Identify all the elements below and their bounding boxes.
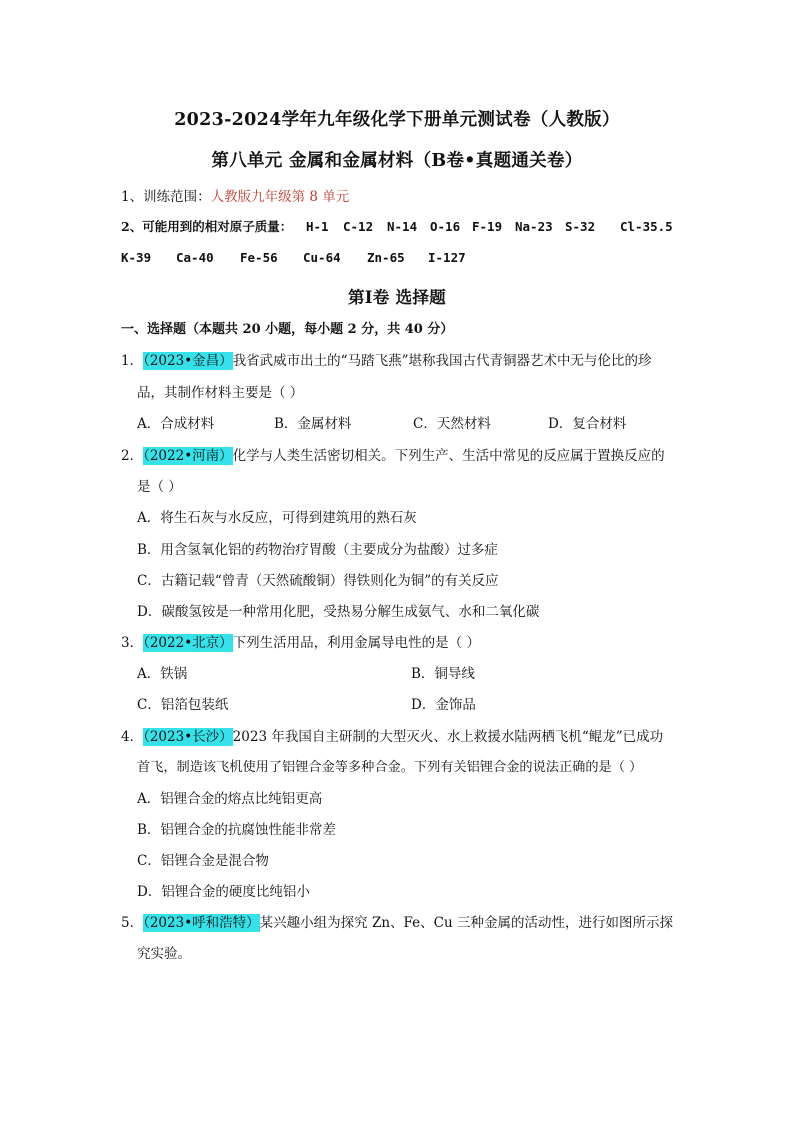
option-c: C．天然材料 — [413, 416, 491, 432]
source-tag: （2023•呼和浩特） — [143, 915, 260, 931]
mass-item: N-14 — [387, 219, 418, 234]
mass-item: C-12 — [343, 219, 374, 234]
question-number: 2． — [121, 448, 144, 464]
question-number: 3． — [121, 635, 144, 651]
mass-item: Cl-35.5 — [620, 219, 673, 234]
option-b: B．铝锂合金的抗腐蚀性能非常差 — [137, 822, 336, 838]
question-text-cont: 品，其制作材料主要是（ ） — [137, 385, 304, 401]
option-b: B．金属材料 — [274, 416, 352, 432]
question-number: 1． — [121, 353, 144, 369]
question-text: 我省武威市出土的“马踏飞燕”堪称我国古代青铜器艺术中无与伦比的珍 — [232, 353, 652, 369]
question-number: 4． — [121, 729, 144, 745]
atomic-mass-label: 2、可能用到的相对原子质量： — [121, 219, 293, 234]
option-d: D．铝锂合金的硬度比纯铝小 — [137, 884, 310, 900]
option-d: D．金饰品 — [411, 697, 476, 713]
section-title: 第Ⅰ卷 选择题 — [347, 288, 447, 307]
mass-item: H-1 — [306, 219, 329, 234]
question-1 — [121, 352, 651, 370]
option-c: C．铝锂合金是混合物 — [137, 853, 269, 869]
question-5 — [121, 914, 673, 932]
mass-item: K-39 — [121, 250, 152, 265]
question-text: 下列生活用品，利用金属导电性的是（ ） — [232, 635, 480, 651]
mass-item: Zn-65 — [367, 250, 405, 265]
option-c: C．古籍记载“曾青（天然硫酸铜）得铁则化为铜”的有关反应 — [137, 573, 499, 589]
option-d: D．碳酸氢铵是一种常用化肥，受热易分解生成氨气、水和二氧化碳 — [137, 604, 540, 620]
option-a: A．合成材料 — [137, 416, 215, 432]
option-a: A．铝锂合金的熔点比纯铝更高 — [137, 791, 323, 807]
option-d: D．复合材料 — [548, 416, 627, 432]
question-2 — [121, 447, 665, 465]
mass-item: F-19 — [472, 219, 503, 234]
section-heading: 一、选择题（本题共 20 小题，每小题 2 分，共 40 分） — [121, 322, 454, 337]
question-number: 5． — [121, 915, 144, 931]
mass-item: I-127 — [428, 250, 466, 265]
option-a: A．将生石灰与水反应，可得到建筑用的熟石灰 — [137, 510, 417, 526]
exam-subtitle: 第八单元 金属和金属材料（B卷•真题通关卷） — [211, 151, 583, 171]
mass-item: Fe-56 — [240, 250, 278, 265]
question-text-cont: 是（ ） — [137, 479, 182, 495]
option-b: B．用含氢氧化铝的药物治疗胃酸（主要成分为盐酸）过多症 — [137, 542, 498, 558]
source-tag: （2022•北京） — [143, 635, 233, 651]
source-tag: （2023•长沙） — [143, 729, 233, 745]
mass-item: S-32 — [565, 219, 596, 234]
option-c: C．铝箔包装纸 — [137, 697, 229, 713]
question-3 — [121, 634, 480, 652]
training-range — [121, 188, 349, 206]
option-a: A．铁锅 — [137, 666, 188, 682]
option-b: B．铜导线 — [411, 666, 475, 682]
mass-item: Cu-64 — [303, 250, 341, 265]
exam-title: 2023-2024学年九年级化学下册单元测试卷（人教版） — [174, 110, 620, 130]
range-label: 1、训练范围： — [121, 189, 211, 205]
question-text: 某兴趣小组为探究 Zn、Fe、Cu 三种金属的活动性，进行如图所示探 — [259, 915, 673, 931]
mass-item: Na-23 — [515, 219, 553, 234]
mass-item: Ca-40 — [176, 250, 214, 265]
question-text-cont: 首飞，制造该飞机使用了铝锂合金等多种合金。下列有关铝锂合金的说法正确的是（ ） — [137, 760, 643, 775]
source-tag: （2022•河南） — [143, 448, 233, 464]
mass-item: O-16 — [430, 219, 461, 234]
question-4 — [121, 728, 663, 746]
source-tag: （2023•金昌） — [143, 353, 233, 369]
question-text-cont: 究实验。 — [137, 946, 191, 962]
range-value: 人教版九年级第 8 单元 — [210, 189, 350, 205]
question-text: 2023 年我国自主研制的大型灭火、水上救援水陆两栖飞机“鲲龙”已成功 — [232, 729, 664, 745]
question-text: 化学与人类生活密切相关。下列生产、生活中常见的反应属于置换反应的 — [232, 448, 665, 464]
